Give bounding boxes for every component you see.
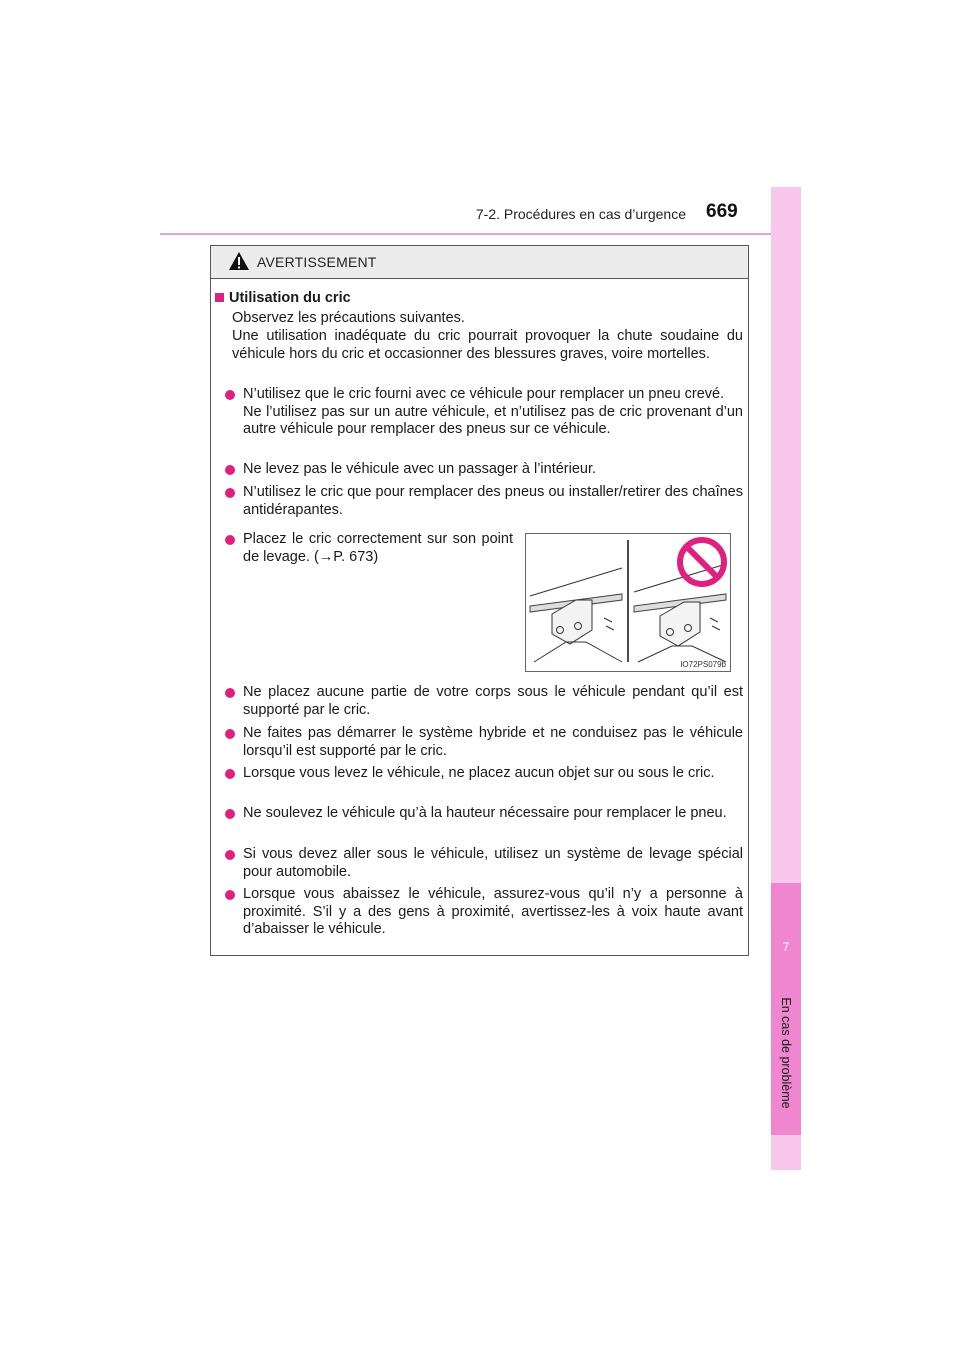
jack-placement-illustration (525, 533, 731, 672)
section-square-bullet (215, 293, 224, 302)
intro-line-2: Une utilisation inadéquate du cric pourrait provoquer la chute soudaine du véhicule hors du cric et occasionner des blessures graves, voire mortelles. (232, 328, 743, 362)
warning-triangle-icon (228, 251, 250, 271)
bullet-dot (225, 729, 235, 739)
list-item: N’utilisez le cric que pour remplacer des pneus ou installer/retirer des chaînes antidérapantes. (225, 484, 743, 519)
bullet-dot (225, 809, 235, 819)
bullet-dot (225, 850, 235, 860)
figure-code: IO72PS079b (680, 660, 726, 669)
chapter-number: 7 (782, 940, 790, 954)
bullet-dot (225, 769, 235, 779)
bullet-dot (225, 535, 235, 545)
header-section-title: 7-2. Procédures en cas d’urgence (475, 206, 686, 222)
list-item: Ne soulevez le véhicule qu’à la hauteur nécessaire pour remplacer le pneu. (225, 805, 743, 823)
warning-label: AVERTISSEMENT (257, 254, 377, 270)
list-item: Ne placez aucune partie de votre corps sous le véhicule pendant qu’il est supporté par le cric. (225, 684, 743, 719)
bullet-dot (225, 688, 235, 698)
list-item: Ne levez pas le véhicule avec un passager à l’intérieur. (225, 461, 743, 479)
bullet-dot (225, 465, 235, 475)
intro-line-1: Observez les précautions suivantes. (232, 310, 465, 326)
chapter-side-tab[interactable] (771, 187, 801, 1170)
list-item: Placez le cric correctement sur son point de levage. (→P. 673) (225, 531, 513, 566)
list-item: Lorsque vous abaissez le véhicule, assurez-vous qu’il n’y a personne à proximité. S’il y a des gens à proximité, avertissez-les à voix haute avant d’abaisser le véhicule. (225, 886, 743, 939)
list-item: Lorsque vous levez le véhicule, ne placez aucun objet sur ou sous le cric. (225, 765, 743, 783)
list-item: N’utilisez que le cric fourni avec ce véhicule pour remplacer un pneu crevé. Ne l’utilisez pas sur un autre véhicule, et n’utilisez pas de cric provenant d’un autre véhicule pour remplacer des pneus sur ce véhicule. (225, 386, 743, 439)
page-number: 669 (706, 201, 738, 222)
warning-box: AVERTISSEMENT Utilisation du cric Observez les précautions suivantes. Une utilisation inadéquate du cric pourrait provoquer la chute soudaine du véhicule hors du cric et occasionner des blessures graves, voire mortelles. N’utilisez que le cric fourni avec ce véhicule pour remplacer un pneu crevé. Ne l’utilisez pas sur un autre véhicule, et n’utilisez pas de cric provenant d’un autre véhicule pour remplacer des pneus sur ce véhicule. Ne levez pas le véhicule avec un passager à l’intérieur. N’utilisez le cric que pour remplacer des pneus ou installer/retirer des chaînes antidérapantes. Placez le cric correctement sur son point de levage. (→P. 673) IO72PS079b Ne placez aucune partie de votre corps sous le véhicule pendant qu’il est supporté par le cric. Ne faites pas démarrer le système hybride et ne conduisez pas le véhicule lorsqu’il est supporté par le cric. Lorsque vous levez le véhicule, ne placez aucun objet sur ou sous le cric. Ne soulevez le véhicule qu’à la hauteur nécessaire pour remplacer le pneu. Si vous devez aller sous le véhicule, utilisez un système de levage spécial pour automobile. Lorsque vous abaissez le véhicule, assurez-vous qu’il n’y a personne à proximité. S’il y a des gens à proximité, avertissez-les à voix haute avant d’abaisser le véhicule. (210, 245, 749, 956)
bullet-dot (225, 390, 235, 400)
header-rule (160, 233, 800, 235)
jack-illustration-image (526, 534, 730, 671)
chapter-label: En cas de problème (779, 997, 793, 1109)
bullet-dot (225, 488, 235, 498)
list-item: Ne faites pas démarrer le système hybride et ne conduisez pas le véhicule lorsqu’il est supporté par le cric. (225, 725, 743, 760)
warning-header (211, 246, 748, 279)
list-item: Si vous devez aller sous le véhicule, utilisez un système de levage spécial pour automobile. (225, 846, 743, 881)
bullet-dot (225, 890, 235, 900)
